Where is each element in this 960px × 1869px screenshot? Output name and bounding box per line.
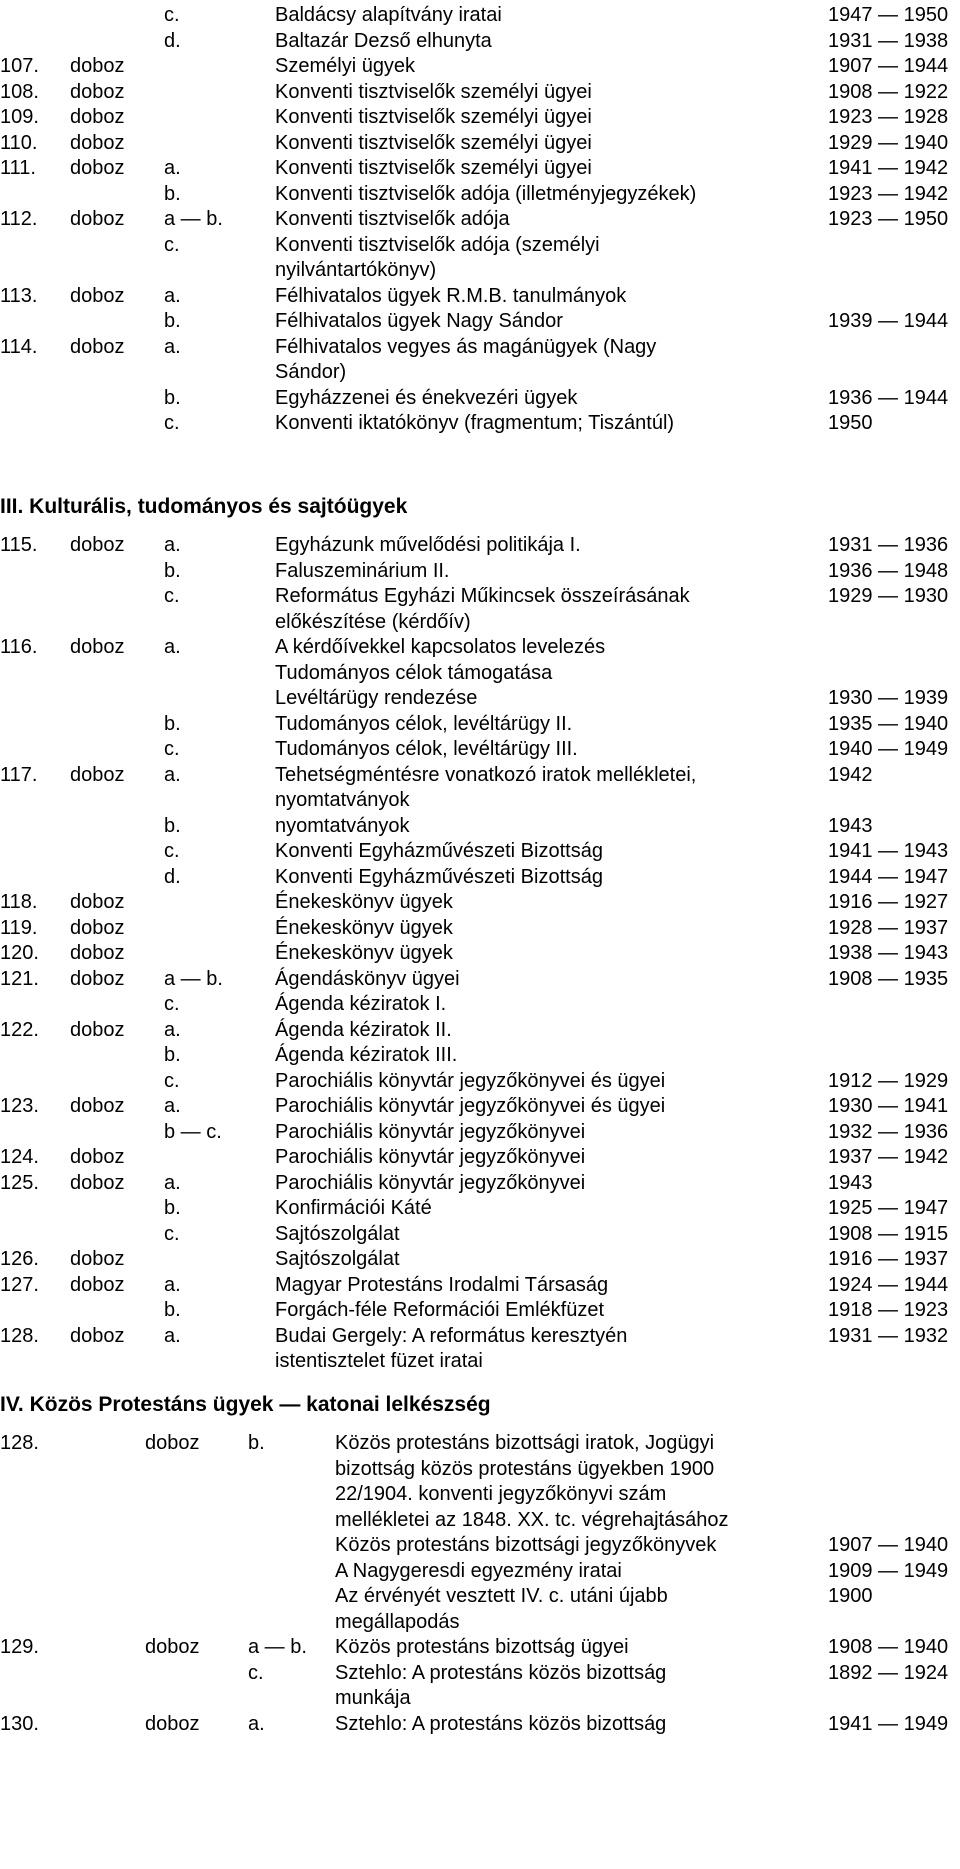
sub-item-letter: b.: [248, 1432, 265, 1454]
archive-entry-row: [0, 762, 960, 788]
entry-years: 1908 — 1922: [828, 81, 949, 103]
entry-description: Sztehlo: A protestáns közös bizottság: [335, 1662, 667, 1684]
entry-description: Sajtószolgálat: [275, 1248, 400, 1270]
sub-item-letter: c.: [164, 840, 180, 862]
box-label: doboz: [70, 208, 125, 230]
box-label: doboz: [70, 891, 125, 913]
entry-description: Egyházzenei és énekvezéri ügyek: [275, 387, 578, 409]
entry-years: 1942: [828, 764, 873, 786]
entry-description: Konventi Egyházművészeti Bizottság: [275, 840, 603, 862]
sub-item-letter: c.: [248, 1662, 264, 1684]
box-number: 119.: [0, 917, 38, 939]
archive-entry-row: [0, 940, 960, 966]
archive-entry-row: [0, 1068, 960, 1094]
archive-entry-row: [0, 609, 960, 635]
sub-item-letter: c.: [164, 585, 180, 607]
sub-item-letter: c.: [164, 234, 180, 256]
box-label: doboz: [70, 1146, 125, 1168]
entry-years: 1907 — 1940: [828, 1534, 949, 1556]
archive-entry-row: [0, 1609, 960, 1635]
archive-entry-row: [0, 1558, 960, 1584]
entry-description: Baldácsy alapítvány iratai: [275, 4, 502, 26]
entry-years: 1931 — 1938: [828, 30, 949, 52]
entry-years: 1936 — 1944: [828, 387, 949, 409]
archive-entry-row: [0, 232, 960, 258]
sub-item-letter: b.: [164, 560, 181, 582]
archive-entry-row: [0, 1348, 960, 1374]
archive-entry-row: [0, 28, 960, 54]
entry-years: 1923 — 1928: [828, 106, 949, 128]
entry-years: 1900: [828, 1585, 873, 1607]
archive-entry-row: [0, 283, 960, 309]
entry-description: Énekeskönyv ügyek: [275, 942, 453, 964]
sub-item-letter: a.: [164, 1172, 181, 1194]
entry-years: 1908 — 1940: [828, 1636, 949, 1658]
archive-entry-row: [0, 864, 960, 890]
box-number: 115.: [0, 534, 38, 556]
box-number: 114.: [0, 336, 38, 358]
box-label: doboz: [70, 1019, 125, 1041]
entry-description: nyilvántartókönyv): [275, 259, 437, 281]
box-label: doboz: [70, 336, 125, 358]
archive-entry-row: [0, 991, 960, 1017]
sub-item-letter: b.: [164, 1044, 181, 1066]
sub-item-letter: b.: [164, 183, 181, 205]
sub-item-letter: a.: [164, 764, 181, 786]
entry-description: Tudományos célok támogatása: [275, 662, 553, 684]
entry-description: nyomtatványok: [275, 815, 410, 837]
sub-item-letter: b.: [164, 815, 181, 837]
entry-years: 1943: [828, 815, 873, 837]
sub-item-letter: a.: [164, 1019, 181, 1041]
entry-years: 1932 — 1936: [828, 1121, 949, 1143]
entry-years: 1941 — 1942: [828, 157, 949, 179]
archive-entry-row: [0, 1042, 960, 1068]
sub-item-letter: a.: [164, 336, 181, 358]
entry-years: 1935 — 1940: [828, 713, 949, 735]
archive-entry-row: [0, 1685, 960, 1711]
box-number: 128.: [0, 1432, 39, 1454]
entry-years: 1937 — 1942: [828, 1146, 949, 1168]
archive-entry-row: [0, 1583, 960, 1609]
entry-description: istentisztelet füzet iratai: [275, 1350, 483, 1372]
entry-description: A kérdőívekkel kapcsolatos levelezés: [275, 636, 606, 658]
box-number: 120.: [0, 942, 39, 964]
box-label: doboz: [70, 764, 125, 786]
archive-entry-row: [0, 1170, 960, 1196]
sub-item-letter: a.: [164, 1095, 181, 1117]
entry-years: 1907 — 1944: [828, 55, 949, 77]
archive-entry-row: [0, 813, 960, 839]
entry-description: Parochiális könyvtár jegyzőkönyvei: [275, 1121, 586, 1143]
box-label: doboz: [70, 1095, 125, 1117]
archive-entry-row: [0, 130, 960, 156]
box-label: doboz: [70, 1172, 125, 1194]
box-number: 110.: [0, 132, 38, 154]
entry-years: 1930 — 1939: [828, 687, 949, 709]
entry-years: 1924 — 1944: [828, 1274, 949, 1296]
entry-description: Tudományos célok, levéltárügy II.: [275, 713, 573, 735]
entry-description: Konventi Egyházművészeti Bizottság: [275, 866, 603, 888]
entry-description: Sajtószolgálat: [275, 1223, 400, 1245]
sub-item-letter: c.: [164, 412, 180, 434]
entry-years: 1947 — 1950: [828, 4, 949, 26]
entry-description: nyomtatványok: [275, 789, 410, 811]
entry-description: Konventi tisztviselők adója (személyi: [275, 234, 600, 256]
box-label: doboz: [70, 1274, 125, 1296]
archive-entry-row: [0, 532, 960, 558]
entry-description: Konventi tisztviselők adója (illetményjegyzékek): [275, 183, 697, 205]
box-number: 127.: [0, 1274, 39, 1296]
entry-description: bizottság közös protestáns ügyekben 1900: [335, 1458, 715, 1480]
entry-description: 22/1904. konventi jegyzőkönyvi szám: [335, 1483, 667, 1505]
box-number: 109.: [0, 106, 39, 128]
entry-years: 1916 — 1937: [828, 1248, 949, 1270]
sub-item-letter: b.: [164, 310, 181, 332]
entry-years: 1941 — 1949: [828, 1713, 949, 1735]
entry-description: Forgách-féle Reformációi Emlékfüzet: [275, 1299, 605, 1321]
entry-years: 1939 — 1944: [828, 310, 949, 332]
archive-entry-row: [0, 558, 960, 584]
archive-entry-row: [0, 1246, 960, 1272]
box-label: doboz: [70, 81, 125, 103]
box-number: 108.: [0, 81, 39, 103]
archive-entry-row: [0, 1481, 960, 1507]
entry-description: Parochiális könyvtár jegyzőkönyvei és ügyei: [275, 1070, 666, 1092]
sub-item-letter: b.: [164, 1197, 181, 1219]
box-number: 112.: [0, 208, 38, 230]
archive-entry-row: [0, 104, 960, 130]
archive-entry-row: [0, 634, 960, 660]
archive-entry-row: [0, 1297, 960, 1323]
entry-description: Közös protestáns bizottság ügyei: [335, 1636, 629, 1658]
box-number: 126.: [0, 1248, 39, 1270]
box-number: 122.: [0, 1019, 39, 1041]
entry-years: 1908 — 1935: [828, 968, 949, 990]
sub-item-letter: c.: [164, 1223, 180, 1245]
entry-description: Az érvényét vesztett IV. c. utáni újabb: [335, 1585, 668, 1607]
entry-description: Konventi tisztviselők személyi ügyei: [275, 132, 592, 154]
archive-entry-row: [0, 736, 960, 762]
archive-entry-row: [0, 1195, 960, 1221]
entry-years: 1929 — 1940: [828, 132, 949, 154]
entry-description: mellékletei az 1848. XX. tc. végrehajtásához: [335, 1509, 729, 1531]
entry-description: Konventi iktatókönyv (fragmentum; Tiszántúl): [275, 412, 675, 434]
sub-item-letter: a.: [164, 636, 181, 658]
archive-entry-row: [0, 660, 960, 686]
archive-entry-row: [0, 787, 960, 813]
archive-entry-row: [0, 1711, 960, 1737]
box-number: 107.: [0, 55, 39, 77]
archive-entry-row: [0, 155, 960, 181]
archive-entry-row: [0, 1093, 960, 1119]
archive-entry-row: [0, 1456, 960, 1482]
entry-description: Személyi ügyek: [275, 55, 416, 77]
archive-entry-row: [0, 308, 960, 334]
entry-description: Énekeskönyv ügyek: [275, 891, 453, 913]
box-label: doboz: [145, 1713, 200, 1735]
box-label: doboz: [70, 106, 125, 128]
archive-entry-row: [0, 2, 960, 28]
entry-description: Parochiális könyvtár jegyzőkönyvei: [275, 1172, 586, 1194]
archive-entry-row: [0, 1323, 960, 1349]
box-label: doboz: [70, 1248, 125, 1270]
entry-years: 1929 — 1930: [828, 585, 949, 607]
archive-entry-row: [0, 181, 960, 207]
box-label: doboz: [145, 1636, 200, 1658]
entry-description: Tehetségméntésre vonatkozó iratok mellékletei,: [275, 764, 697, 786]
sub-item-letter: b.: [164, 1299, 181, 1321]
archive-entry-row: [0, 583, 960, 609]
entry-years: 1938 — 1943: [828, 942, 949, 964]
entry-description: Énekeskönyv ügyek: [275, 917, 453, 939]
box-number: 111.: [0, 157, 36, 179]
entry-description: Parochiális könyvtár jegyzőkönyvei: [275, 1146, 586, 1168]
entry-years: 1928 — 1937: [828, 917, 949, 939]
entry-description: Félhivatalos vegyes ás magánügyek (Nagy: [275, 336, 657, 358]
entry-years: 1892 — 1924: [828, 1662, 949, 1684]
sub-item-letter: a.: [164, 285, 181, 307]
entry-description: Ágenda kéziratok II.: [275, 1019, 452, 1041]
box-label: doboz: [70, 157, 125, 179]
sub-item-letter: a.: [248, 1713, 265, 1735]
entry-years: 1940 — 1949: [828, 738, 949, 760]
entry-description: Félhivatalos ügyek Nagy Sándor: [275, 310, 563, 332]
entry-years: 1936 — 1948: [828, 560, 949, 582]
box-label: doboz: [70, 132, 125, 154]
sub-item-letter: c.: [164, 738, 180, 760]
entry-description: Konventi tisztviselők személyi ügyei: [275, 106, 592, 128]
section-heading-cultural: III. Kulturális, tudományos és sajtóügyek: [0, 495, 408, 518]
entry-years: 1930 — 1941: [828, 1095, 949, 1117]
box-number: 125.: [0, 1172, 39, 1194]
archive-entry-row: [0, 334, 960, 360]
archive-entry-row: [0, 1660, 960, 1686]
entry-years: 1931 — 1936: [828, 534, 949, 556]
sub-item-letter: a.: [164, 1325, 181, 1347]
entry-description: Magyar Protestáns Irodalmi Társaság: [275, 1274, 609, 1296]
entry-description: Baltazár Dezső elhunyta: [275, 30, 492, 52]
entry-description: Parochiális könyvtár jegyzőkönyvei és ügyei: [275, 1095, 666, 1117]
box-number: 116.: [0, 636, 38, 658]
archive-entry-row: [0, 1119, 960, 1145]
entry-description: Egyházunk művelődési politikája I.: [275, 534, 581, 556]
sub-item-letter: a — b.: [164, 208, 223, 230]
entry-description: Sándor): [275, 361, 347, 383]
archive-entry-row: [0, 385, 960, 411]
entry-description: Konventi tisztviselők adója: [275, 208, 510, 230]
box-label: doboz: [70, 285, 125, 307]
entry-description: Konventi tisztviselők személyi ügyei: [275, 157, 592, 179]
sub-item-letter: d.: [164, 866, 181, 888]
entry-years: 1923 — 1950: [828, 208, 949, 230]
archive-entry-row: [0, 889, 960, 915]
entry-description: Közös protestáns bizottsági jegyzőkönyvek: [335, 1534, 717, 1556]
box-number: 124.: [0, 1146, 39, 1168]
box-label: doboz: [70, 942, 125, 964]
archive-entry-row: [0, 1272, 960, 1298]
box-number: 118.: [0, 891, 38, 913]
archive-entry-row: [0, 359, 960, 385]
sub-item-letter: a.: [164, 534, 181, 556]
box-label: doboz: [70, 55, 125, 77]
sub-item-letter: a — b.: [164, 968, 223, 990]
sub-item-letter: a.: [164, 157, 181, 179]
archive-entry-row: [0, 838, 960, 864]
entry-years: 1918 — 1923: [828, 1299, 949, 1321]
entry-years: 1950: [828, 412, 873, 434]
archive-entry-row: [0, 1017, 960, 1043]
sub-item-letter: c.: [164, 4, 180, 26]
entry-description: Sztehlo: A protestáns közös bizottság: [335, 1713, 667, 1735]
sub-item-letter: c.: [164, 993, 180, 1015]
box-number: 129.: [0, 1636, 39, 1658]
entry-years: 1931 — 1932: [828, 1325, 949, 1347]
archive-entry-row: [0, 410, 960, 436]
entry-years: 1909 — 1949: [828, 1560, 949, 1582]
sub-item-letter: a — b.: [248, 1636, 307, 1658]
entry-description: Református Egyházi Műkincsek összeírásának: [275, 585, 690, 607]
box-number: 128.: [0, 1325, 39, 1347]
section-heading-protestant: IV. Közös Protestáns ügyek — katonai lelkészség: [0, 1393, 491, 1416]
archive-entry-row: [0, 915, 960, 941]
entry-years: 1925 — 1947: [828, 1197, 949, 1219]
sub-item-letter: b.: [164, 387, 181, 409]
archive-entry-row: [0, 1634, 960, 1660]
entry-description: Tudományos célok, levéltárügy III.: [275, 738, 578, 760]
archive-entry-row: [0, 1532, 960, 1558]
archive-entry-row: [0, 1430, 960, 1456]
archive-entry-row: [0, 1144, 960, 1170]
box-label: doboz: [70, 917, 125, 939]
box-number: 117.: [0, 764, 38, 786]
archive-entry-row: [0, 1221, 960, 1247]
box-label: doboz: [70, 968, 125, 990]
entry-years: 1943: [828, 1172, 873, 1194]
entry-description: Konventi tisztviselők személyi ügyei: [275, 81, 592, 103]
box-label: doboz: [70, 636, 125, 658]
entry-description: Ágendáskönyv ügyei: [275, 968, 460, 990]
entry-years: 1923 — 1942: [828, 183, 949, 205]
sub-item-letter: d.: [164, 30, 181, 52]
archive-entry-row: [0, 711, 960, 737]
box-label: doboz: [70, 1325, 125, 1347]
entry-description: munkája: [335, 1687, 411, 1709]
entry-description: Közös protestáns bizottsági iratok, Jogügyi: [335, 1432, 715, 1454]
box-number: 123.: [0, 1095, 39, 1117]
archive-entry-row: [0, 206, 960, 232]
box-number: 113.: [0, 285, 38, 307]
sub-item-letter: b — c.: [164, 1121, 222, 1143]
entry-years: 1908 — 1915: [828, 1223, 949, 1245]
sub-item-letter: c.: [164, 1070, 180, 1092]
box-label: doboz: [70, 534, 125, 556]
entry-description: Félhivatalos ügyek R.M.B. tanulmányok: [275, 285, 627, 307]
archive-entry-row: [0, 966, 960, 992]
archive-entry-row: [0, 53, 960, 79]
entry-years: 1912 — 1929: [828, 1070, 949, 1092]
archive-entry-row: [0, 685, 960, 711]
box-number: 121.: [0, 968, 39, 990]
sub-item-letter: a.: [164, 1274, 181, 1296]
entry-years: 1941 — 1943: [828, 840, 949, 862]
archive-entry-row: [0, 1507, 960, 1533]
entry-description: Konfirmációi Káté: [275, 1197, 432, 1219]
entry-years: 1916 — 1927: [828, 891, 949, 913]
archive-entry-row: [0, 79, 960, 105]
entry-description: megállapodás: [335, 1611, 460, 1633]
archive-entry-row: [0, 257, 960, 283]
sub-item-letter: b.: [164, 713, 181, 735]
entry-description: Faluszeminárium II.: [275, 560, 450, 582]
entry-description: Budai Gergely: A református keresztyén: [275, 1325, 628, 1347]
entry-years: 1944 — 1947: [828, 866, 949, 888]
entry-description: Ágenda kéziratok I.: [275, 993, 447, 1015]
box-label: doboz: [145, 1432, 200, 1454]
entry-description: A Nagygeresdi egyezmény iratai: [335, 1560, 622, 1582]
entry-description: Levéltárügy rendezése: [275, 687, 478, 709]
entry-description: Ágenda kéziratok III.: [275, 1044, 458, 1066]
box-number: 130.: [0, 1713, 39, 1735]
entry-description: előkészítése (kérdőív): [275, 611, 471, 633]
